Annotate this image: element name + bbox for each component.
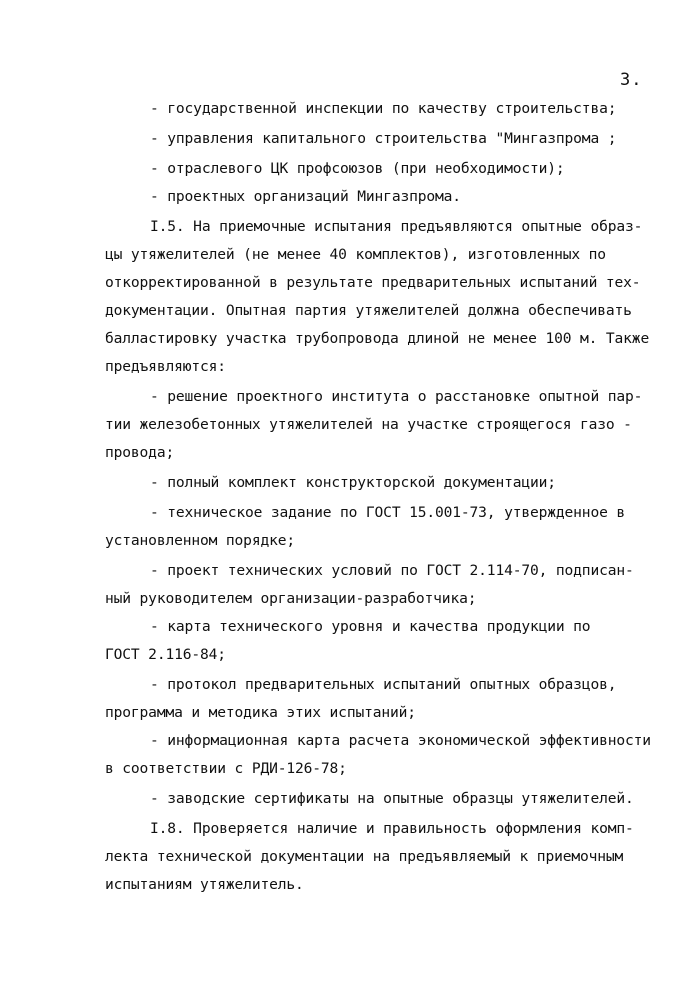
text-line: цы утяжелителей (не менее 40 комплектов), изготовленных по [105,246,606,263]
text-line: - государственной инспекции по качеству строительства; [150,100,617,117]
text-line: установленном порядке; [105,532,295,549]
text-line: - карта технического уровня и качества продукции по [150,618,591,635]
text-line: документации. Опытная партия утяжелителей должна обеспечивать [105,302,632,319]
text-line: - отраслевого ЦК профсоюзов (при необходимости); [150,160,565,177]
text-line: - полный комплект конструкторской документации; [150,474,556,491]
text-line: I.5. На приемочные испытания предъявляются опытные образ- [150,218,643,235]
text-line: - решение проектного института о расстановке опытной пар- [150,388,643,405]
text-line: - заводские сертификаты на опытные образцы утяжелителей. [150,790,634,807]
text-line: лекта технической документации на предъявляемый к приемочным [105,848,624,865]
text-line: ГОСТ 2.116-84; [105,646,226,663]
text-line: - управления капитального строительства "Мингазпрома ; [150,130,617,147]
text-line: балластировку участка трубопровода длиной не менее 100 м. Также [105,330,650,347]
text-line: в соответствии с РДИ-126-78; [105,760,347,777]
text-line: - протокол предварительных испытаний опытных образцов, [150,676,617,693]
text-line: предъявляются: [105,358,226,375]
text-line: испытаниям утяжелитель. [105,876,304,893]
text-line: тии железобетонных утяжелителей на участке строящегося газо - [105,416,632,433]
text-line: - проектных организаций Мингазпрома. [150,188,461,205]
text-line: откорректированной в результате предварительных испытаний тех- [105,274,641,291]
text-line: - техническое задание по ГОСТ 15.001-73, утвержденное в [150,504,625,521]
text-line: программа и методика этих испытаний; [105,704,416,721]
page-number: 3. [620,70,643,90]
text-line: провода; [105,444,175,461]
text-line: I.8. Проверяется наличие и правильность оформления комп- [150,820,634,837]
text-line: ный руководителем организации-разработчика; [105,590,477,607]
text-line: - информационная карта расчета экономической эффективности [150,732,651,749]
text-line: - проект технических условий по ГОСТ 2.114-70, подписан- [150,562,634,579]
